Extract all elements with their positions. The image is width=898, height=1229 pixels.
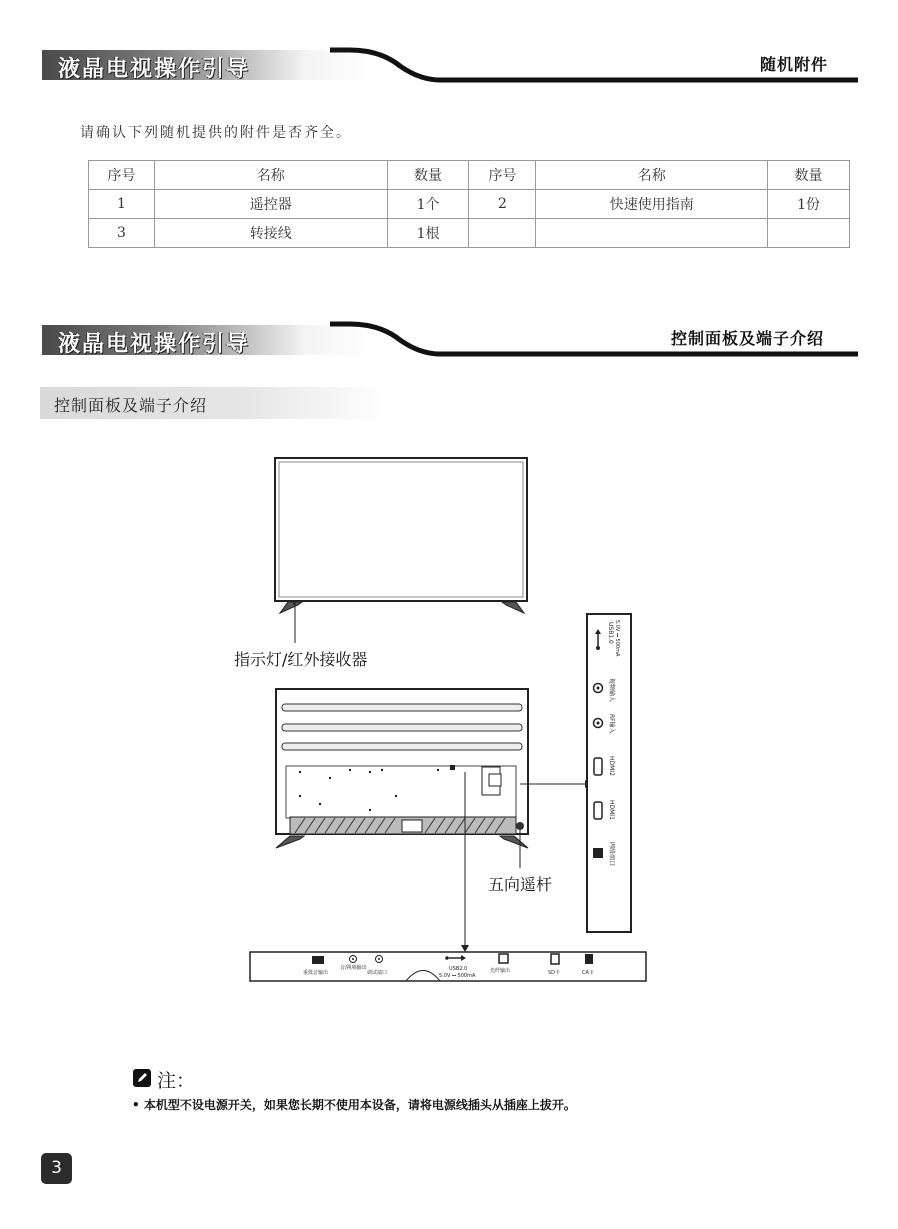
debug-label: 调试端口 [367, 970, 388, 976]
indicator-label: 指示灯/红外接收器 [234, 650, 368, 669]
page-number: 3 [41, 1153, 72, 1184]
usb2-spec: 5.0V ⎓ 500mA [439, 973, 476, 979]
table-cell: 转接线 [154, 219, 387, 248]
intro-text: 请确认下列随机提供的附件是否齐全。 [80, 125, 352, 141]
table-cell: 1根 [387, 219, 469, 248]
header-title: 液晶电视操作引导 [58, 56, 251, 82]
table-header: 名称 [536, 161, 768, 190]
subwoofer-port [312, 956, 324, 964]
usb1-spec: 5.0V ⎓ 500mA [614, 620, 620, 657]
av-out-label: 音/视频输出 [340, 965, 367, 971]
bottom-port-panel [248, 950, 648, 984]
subwoofer-label: 重低音输出 [303, 970, 329, 976]
joystick-label: 五向遥杆 [488, 875, 553, 894]
table-header: 序号 [89, 161, 155, 190]
usb2-label: USB2.0 [449, 966, 468, 972]
table-header: 序号 [469, 161, 536, 190]
table-cell: 快速使用指南 [536, 190, 768, 219]
table-cell: 3 [89, 219, 155, 248]
rf-in-label: RF输入 [608, 714, 615, 734]
tv-front-diagram [270, 455, 540, 615]
table-header: 数量 [387, 161, 469, 190]
ca-label: CA卡 [582, 970, 594, 976]
indicator-callout-line [232, 598, 312, 648]
table-cell: 2 [469, 190, 536, 219]
hdmi2-label: HDMI2 [608, 756, 615, 776]
header-section-name: 控制面板及端子介绍 [671, 329, 825, 348]
hdmi1-label: HDMI1 [608, 800, 615, 820]
lan-label: 网络端口 [608, 842, 615, 867]
optical-label: 光纤输出 [490, 968, 511, 974]
table-cell [768, 219, 850, 248]
port-callout-arrows [440, 770, 600, 970]
usb1-label: USB1.0 [607, 622, 614, 644]
subheading: 控制面板及端子介绍 [54, 396, 208, 415]
table-header-row [89, 161, 850, 190]
table-cell [469, 219, 536, 248]
table-cell: 1个 [387, 190, 469, 219]
table-cell: 遥控器 [154, 190, 387, 219]
table-row [89, 190, 850, 219]
table-cell: 1 [89, 190, 155, 219]
pencil-note-icon [132, 1068, 154, 1088]
table-cell [536, 219, 768, 248]
table-header: 数量 [768, 161, 850, 190]
accessories-table [88, 160, 850, 248]
table-row [89, 219, 850, 248]
video-in-label: 视频输入 [608, 678, 615, 703]
sd-label: SD卡 [548, 970, 561, 976]
table-cell: 1份 [768, 190, 850, 219]
table-header: 名称 [154, 161, 387, 190]
header-title: 液晶电视操作引导 [58, 331, 251, 357]
note-text: • 本机型不设电源开关，如果您长期不使用本设备，请将电源线插头从插座上拔开。 [132, 1098, 576, 1112]
header-section-name: 随机附件 [760, 55, 829, 74]
subheading-band [40, 387, 385, 419]
note-title: 注： [157, 1070, 196, 1092]
side-port-panel [585, 612, 633, 934]
